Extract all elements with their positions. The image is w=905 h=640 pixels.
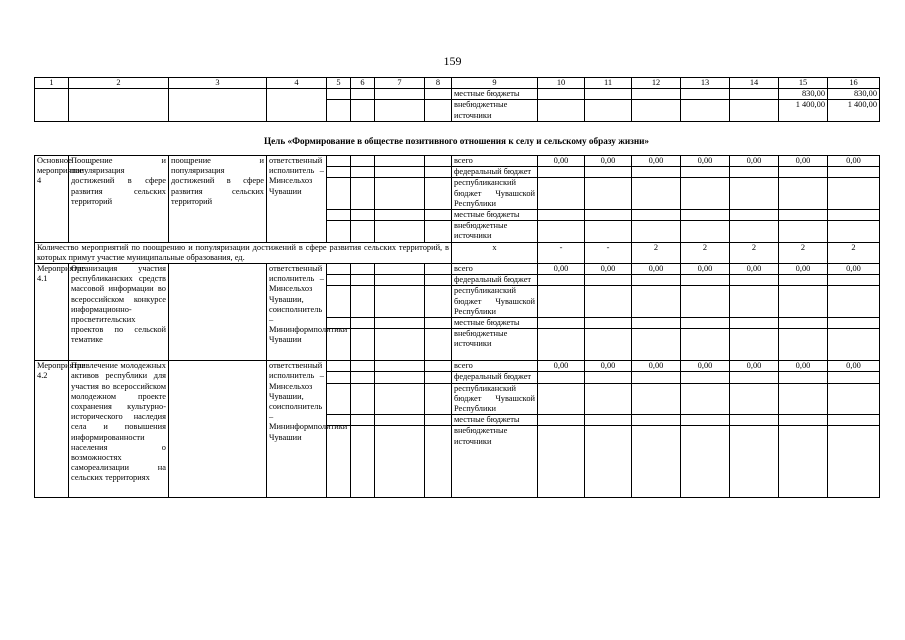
source-label: федеральный бюджет bbox=[452, 372, 538, 383]
source-label: внебюджетные источники bbox=[452, 329, 538, 361]
value-cell: 0,00 bbox=[632, 156, 681, 167]
col-num: 14 bbox=[730, 78, 779, 89]
event-code: Мероприятие 4.2 bbox=[35, 361, 69, 498]
col-num: 4 bbox=[267, 78, 327, 89]
page-number: 159 bbox=[443, 54, 462, 68]
col-num: 11 bbox=[585, 78, 632, 89]
source-label: всего bbox=[452, 156, 538, 167]
value-cell: 1 400,00 bbox=[828, 100, 880, 122]
source-label: местные бюджеты bbox=[452, 210, 538, 221]
col-num: 13 bbox=[681, 78, 730, 89]
col-num: 8 bbox=[425, 78, 452, 89]
value-cell: x bbox=[452, 242, 538, 263]
source-label: всего bbox=[452, 361, 538, 372]
source-label: республиканский бюджет Чувашской Республики bbox=[452, 383, 538, 415]
col-num: 16 bbox=[828, 78, 880, 89]
goal-title: Цель «Формирование в обществе позитивного отношения к селу и сельскому образу жизни» bbox=[263, 136, 650, 146]
value-cell: - bbox=[538, 242, 585, 263]
event-task: поощрение и популяризация достижений в сфере развития сельских территорий bbox=[169, 156, 267, 243]
col-num: 15 bbox=[779, 78, 828, 89]
col-num: 7 bbox=[375, 78, 425, 89]
table-row bbox=[35, 361, 880, 372]
event-executor: ответственный исполнитель – Минсельхоз Чувашии, соисполнитель – Мининформполитики Чувашии bbox=[267, 361, 327, 498]
value-cell: 0,00 bbox=[730, 264, 779, 275]
value-cell: 2 bbox=[632, 242, 681, 263]
value-cell: 830,00 bbox=[828, 89, 880, 100]
source-label: местные бюджеты bbox=[452, 89, 538, 100]
table-row bbox=[35, 264, 880, 275]
value-cell: 830,00 bbox=[779, 89, 828, 100]
value-cell: 0,00 bbox=[730, 361, 779, 372]
event-executor: ответственный исполнитель – Минсельхоз Чувашии bbox=[267, 156, 327, 243]
value-cell: 0,00 bbox=[779, 156, 828, 167]
value-cell: 0,00 bbox=[632, 361, 681, 372]
col-num: 2 bbox=[69, 78, 169, 89]
value-cell: 2 bbox=[828, 242, 880, 263]
value-cell: 0,00 bbox=[681, 156, 730, 167]
indicator-label: Количество мероприятий по поощрению и популяризации достижений в сфере развития сельских территорий, в которых примут участие муниципальные образования, ед. bbox=[35, 242, 452, 263]
event-code: Мероприятие 4.1 bbox=[35, 264, 69, 361]
column-number-row bbox=[35, 78, 880, 89]
table-row bbox=[35, 89, 880, 100]
value-cell: 0,00 bbox=[538, 361, 585, 372]
col-num: 12 bbox=[632, 78, 681, 89]
value-cell: 0,00 bbox=[538, 156, 585, 167]
source-label: внебюджетные источники bbox=[452, 221, 538, 242]
value-cell: 0,00 bbox=[828, 156, 880, 167]
value-cell: 0,00 bbox=[779, 361, 828, 372]
source-label: внебюджетные источники bbox=[452, 100, 538, 122]
table-top bbox=[34, 77, 880, 122]
value-cell: 0,00 bbox=[585, 156, 632, 167]
col-num: 9 bbox=[452, 78, 538, 89]
event-title: Поощрение и популяризация достижений в сфере развития сельских территорий bbox=[69, 156, 169, 243]
value-cell: 1 400,00 bbox=[779, 100, 828, 122]
value-cell: - bbox=[585, 242, 632, 263]
value-cell: 0,00 bbox=[585, 361, 632, 372]
col-num: 5 bbox=[327, 78, 351, 89]
table-row bbox=[35, 156, 880, 167]
value-cell: 0,00 bbox=[585, 264, 632, 275]
value-cell: 0,00 bbox=[681, 361, 730, 372]
col-num: 6 bbox=[351, 78, 375, 89]
col-num: 1 bbox=[35, 78, 69, 89]
source-label: внебюджетные источники bbox=[452, 426, 538, 498]
table-main bbox=[34, 155, 880, 498]
value-cell: 2 bbox=[730, 242, 779, 263]
source-label: республиканский бюджет Чувашской Республики bbox=[452, 178, 538, 210]
value-cell: 0,00 bbox=[538, 264, 585, 275]
value-cell: 2 bbox=[681, 242, 730, 263]
source-label: местные бюджеты bbox=[452, 415, 538, 426]
col-num: 10 bbox=[538, 78, 585, 89]
value-cell: 0,00 bbox=[730, 156, 779, 167]
event-title: Организация участия республиканских средств массовой информации во всероссийском конкурсе информационно-просветительских проектов по сельской тематике bbox=[69, 264, 169, 361]
value-cell: 0,00 bbox=[828, 264, 880, 275]
value-cell: 0,00 bbox=[632, 264, 681, 275]
source-label: федеральный бюджет bbox=[452, 167, 538, 178]
event-executor: ответственный исполнитель – Минсельхоз Чувашии, соисполнитель – Мининформполитики Чувашии bbox=[267, 264, 327, 361]
value-cell: 0,00 bbox=[779, 264, 828, 275]
col-num: 3 bbox=[169, 78, 267, 89]
event-code: Основное мероприятие 4 bbox=[35, 156, 69, 243]
value-cell: 0,00 bbox=[828, 361, 880, 372]
value-cell: 0,00 bbox=[681, 264, 730, 275]
source-label: республиканский бюджет Чувашской Республики bbox=[452, 286, 538, 318]
source-label: всего bbox=[452, 264, 538, 275]
source-label: местные бюджеты bbox=[452, 318, 538, 329]
event-title: Привлечение молодежных активов республики для участия во всероссийском молодежном проекте сохранения культурно-исторического наследия села и повышения информированности населения о возможностях самореализации на сельских территориях bbox=[69, 361, 169, 498]
indicator-row bbox=[35, 242, 880, 263]
source-label: федеральный бюджет bbox=[452, 275, 538, 286]
value-cell: 2 bbox=[779, 242, 828, 263]
